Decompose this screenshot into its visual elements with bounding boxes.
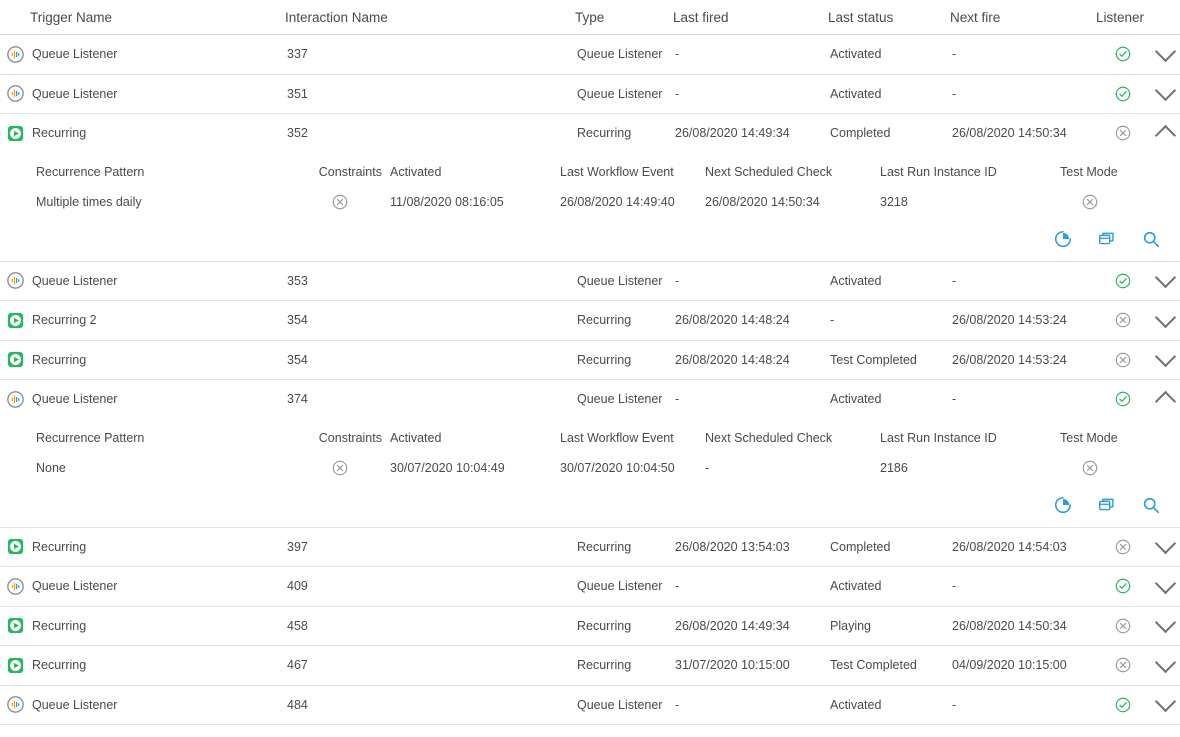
cell-listener-status	[1098, 697, 1148, 713]
cell-last-status: Completed	[830, 539, 891, 554]
check-circle-icon	[1115, 86, 1131, 102]
cell-listener-status	[1098, 125, 1148, 141]
cell-type: Recurring	[577, 126, 632, 141]
table-row[interactable]	[0, 528, 1180, 568]
row-expand-toggle[interactable]	[1148, 661, 1180, 670]
row-expand-toggle[interactable]	[1148, 50, 1180, 59]
trigger-type-icon	[0, 85, 30, 102]
header-listener: Listener	[1096, 9, 1145, 25]
cell-last-status: Activated	[830, 392, 882, 407]
header-last-status: Last status	[828, 9, 894, 25]
cell-next-fire: -	[952, 86, 957, 101]
cell-interaction-name: 337	[287, 47, 308, 62]
cell-trigger-name: Recurring	[32, 352, 87, 367]
recurring-play-icon	[7, 617, 24, 634]
cell-next-fire: -	[952, 579, 957, 594]
cell-type: Queue Listener	[577, 86, 663, 101]
cross-circle-icon	[1115, 312, 1131, 328]
table-row[interactable]	[0, 35, 1180, 75]
header-trigger-name: Trigger Name	[30, 9, 113, 25]
row-expand-toggle[interactable]	[1148, 355, 1180, 364]
cell-type: Queue Listener	[577, 392, 663, 407]
cell-listener-status	[1098, 618, 1148, 634]
detail-label-last-workflow-event: Last Workflow Event	[560, 430, 674, 445]
cell-type: Recurring	[577, 618, 632, 633]
cell-interaction-name: 354	[287, 352, 308, 367]
cell-next-fire: 26/08/2020 14:53:24	[952, 352, 1067, 367]
cell-listener-status	[1098, 46, 1148, 62]
cell-type: Recurring	[577, 539, 632, 554]
cell-interaction-name: 467	[287, 658, 308, 673]
cell-listener-status	[1098, 391, 1148, 407]
search-icon	[1141, 229, 1161, 249]
trigger-type-icon	[0, 538, 30, 555]
recurring-play-icon	[7, 351, 24, 368]
cell-last-status: -	[830, 313, 835, 328]
table-body	[0, 35, 1180, 725]
detail-value-last-workflow-event: 26/08/2020 14:49:40	[560, 194, 675, 209]
trigger-type-icon	[0, 272, 30, 289]
cell-last-status: Activated	[830, 579, 882, 594]
cell-interaction-name: 354	[287, 313, 308, 328]
recurring-play-icon	[7, 125, 24, 142]
trigger-type-icon	[0, 617, 30, 634]
chevron-down-icon[interactable]	[1154, 41, 1175, 62]
cell-trigger-name: Recurring	[32, 126, 87, 141]
cell-interaction-name: 353	[287, 273, 308, 288]
row-expand-toggle[interactable]	[1148, 621, 1180, 630]
cell-listener-status	[1098, 657, 1148, 673]
cell-last-fired: -	[675, 697, 680, 712]
cross-circle-icon	[1082, 460, 1098, 476]
cross-circle-icon	[332, 460, 348, 476]
recurring-play-icon	[7, 538, 24, 555]
chevron-down-icon[interactable]	[1154, 573, 1175, 594]
cell-next-fire: 26/08/2020 14:50:34	[952, 126, 1067, 141]
check-circle-icon	[1115, 391, 1131, 407]
detail-label-last-run-instance-id: Last Run Instance ID	[880, 430, 997, 445]
detail-label-recurrence-pattern: Recurrence Pattern	[36, 164, 145, 179]
table-row[interactable]	[0, 301, 1180, 341]
detail-label-last-run-instance-id: Last Run Instance ID	[880, 164, 997, 179]
cell-last-fired: 26/08/2020 14:48:24	[675, 352, 790, 367]
cell-trigger-name: Queue Listener	[32, 579, 118, 594]
cell-interaction-name: 352	[287, 126, 308, 141]
cell-last-fired: 26/08/2020 14:49:34	[675, 618, 790, 633]
detail-values	[0, 187, 1180, 217]
detail-label-last-workflow-event: Last Workflow Event	[560, 164, 674, 179]
table-row[interactable]	[0, 75, 1180, 115]
cell-last-fired: -	[675, 86, 680, 101]
row-expand-toggle[interactable]	[1148, 582, 1180, 591]
detail-label-next-scheduled-check: Next Scheduled Check	[705, 164, 833, 179]
cell-last-fired: -	[675, 273, 680, 288]
detail-label-recurrence-pattern: Recurrence Pattern	[36, 430, 145, 445]
cell-interaction-name: 351	[287, 86, 308, 101]
trigger-type-icon	[0, 391, 30, 408]
detail-value-last-run-instance-id: 3218	[880, 194, 908, 209]
detail-value-next-scheduled-check: 26/08/2020 14:50:34	[705, 194, 820, 209]
check-circle-icon	[1115, 578, 1131, 594]
cell-trigger-name: Queue Listener	[32, 697, 118, 712]
copy-button[interactable]	[1096, 494, 1118, 516]
detail-values	[0, 453, 1180, 483]
cell-last-status: Activated	[830, 86, 882, 101]
cell-listener-status	[1098, 352, 1148, 368]
table-header	[0, 0, 1180, 35]
cell-last-status: Playing	[830, 618, 871, 633]
cell-trigger-name: Recurring	[32, 539, 87, 554]
cell-trigger-name: Queue Listener	[32, 47, 118, 62]
chevron-down-icon[interactable]	[1154, 652, 1175, 673]
queue-listener-icon	[7, 578, 24, 595]
table-row[interactable]	[0, 114, 1180, 153]
queue-listener-icon	[7, 391, 24, 408]
cross-circle-icon	[332, 194, 348, 210]
chevron-down-icon[interactable]	[1154, 267, 1175, 288]
cell-last-fired: -	[675, 392, 680, 407]
cell-trigger-name: Recurring	[32, 658, 87, 673]
detail-action-bar	[0, 483, 1180, 527]
table-row[interactable]	[0, 380, 1180, 419]
chevron-up-icon[interactable]	[1154, 391, 1175, 412]
trigger-type-icon	[0, 46, 30, 63]
cell-trigger-name: Recurring 2	[32, 313, 97, 328]
cell-interaction-name: 458	[287, 618, 308, 633]
detail-header	[0, 153, 1180, 187]
table-row[interactable]	[0, 567, 1180, 607]
cell-trigger-name: Recurring	[32, 618, 87, 633]
detail-label-constraints: Constraints	[318, 164, 382, 179]
search-button[interactable]	[1140, 228, 1162, 250]
row-expand-toggle[interactable]	[1148, 389, 1180, 409]
detail-value-test-mode	[1060, 460, 1150, 476]
detail-value-last-run-instance-id: 2186	[880, 460, 908, 475]
copy-button[interactable]	[1096, 228, 1118, 250]
detail-action-bar	[0, 217, 1180, 261]
cell-next-fire: 26/08/2020 14:50:34	[952, 618, 1067, 633]
detail-value-next-scheduled-check: -	[705, 460, 710, 475]
cell-type: Recurring	[577, 658, 632, 673]
cross-circle-icon	[1115, 539, 1131, 555]
cell-type: Queue Listener	[577, 697, 663, 712]
table-row[interactable]	[0, 646, 1180, 686]
detail-value-activated: 30/07/2020 10:04:49	[390, 460, 505, 475]
history-button[interactable]	[1052, 228, 1074, 250]
detail-value-recurrence-pattern: Multiple times daily	[36, 194, 142, 209]
cross-circle-icon	[1115, 657, 1131, 673]
cell-type: Queue Listener	[577, 273, 663, 288]
trigger-type-icon	[0, 696, 30, 713]
chevron-down-icon[interactable]	[1154, 80, 1175, 101]
detail-label-constraints: Constraints	[318, 430, 382, 445]
cell-next-fire: -	[952, 697, 957, 712]
recurring-play-icon	[7, 312, 24, 329]
row-expand-toggle[interactable]	[1148, 316, 1180, 325]
cell-type: Recurring	[577, 352, 632, 367]
cell-last-fired: 26/08/2020 14:48:24	[675, 313, 790, 328]
queue-listener-icon	[7, 272, 24, 289]
trigger-type-icon	[0, 657, 30, 674]
recurring-play-icon	[7, 657, 24, 674]
cell-last-fired: 31/07/2020 10:15:00	[675, 658, 790, 673]
header-type: Type	[575, 9, 605, 25]
detail-label-activated: Activated	[390, 430, 442, 445]
detail-value-constraints	[290, 194, 390, 210]
cell-interaction-name: 397	[287, 539, 308, 554]
cell-listener-status	[1098, 539, 1148, 555]
chevron-up-icon[interactable]	[1154, 125, 1175, 146]
row-expand-toggle[interactable]	[1148, 123, 1180, 143]
detail-label-test-mode: Test Mode	[1060, 164, 1118, 179]
cell-listener-status	[1098, 86, 1148, 102]
copy-icon	[1097, 495, 1117, 515]
detail-label-next-scheduled-check: Next Scheduled Check	[705, 430, 833, 445]
detail-header	[0, 419, 1180, 453]
queue-listener-icon	[7, 46, 24, 63]
cell-last-status: Activated	[830, 697, 882, 712]
chevron-down-icon[interactable]	[1154, 612, 1175, 633]
detail-value-activated: 11/08/2020 08:16:05	[390, 194, 504, 209]
detail-label-activated: Activated	[390, 164, 442, 179]
chevron-down-icon[interactable]	[1154, 346, 1175, 367]
cell-next-fire: 04/09/2020 10:15:00	[952, 658, 1067, 673]
cell-last-status: Test Completed	[830, 352, 917, 367]
cell-listener-status	[1098, 273, 1148, 289]
cell-interaction-name: 484	[287, 697, 308, 712]
cross-circle-icon	[1115, 352, 1131, 368]
chevron-down-icon[interactable]	[1154, 533, 1175, 554]
cell-last-status: Completed	[830, 126, 891, 141]
cell-interaction-name: 409	[287, 579, 308, 594]
check-circle-icon	[1115, 46, 1131, 62]
detail-value-last-workflow-event: 30/07/2020 10:04:50	[560, 460, 675, 475]
trigger-type-icon	[0, 351, 30, 368]
cross-circle-icon	[1115, 618, 1131, 634]
cell-trigger-name: Queue Listener	[32, 273, 118, 288]
cell-interaction-name: 374	[287, 392, 308, 407]
detail-label-test-mode: Test Mode	[1060, 430, 1118, 445]
row-expand-toggle[interactable]	[1148, 542, 1180, 551]
check-circle-icon	[1115, 697, 1131, 713]
cell-trigger-name: Queue Listener	[32, 392, 118, 407]
table-row[interactable]	[0, 686, 1180, 726]
chevron-down-icon[interactable]	[1154, 307, 1175, 328]
trigger-type-icon	[0, 125, 30, 142]
trigger-type-icon	[0, 578, 30, 595]
cell-last-fired: 26/08/2020 13:54:03	[675, 539, 790, 554]
copy-icon	[1097, 229, 1117, 249]
history-pie-icon	[1053, 229, 1073, 249]
table-row[interactable]	[0, 607, 1180, 647]
cell-trigger-name: Queue Listener	[32, 86, 118, 101]
row-detail-panel	[0, 419, 1180, 528]
detail-value-constraints	[290, 460, 390, 476]
cell-last-fired: -	[675, 579, 680, 594]
cell-listener-status	[1098, 578, 1148, 594]
search-icon	[1141, 495, 1161, 515]
row-detail-panel	[0, 153, 1180, 262]
cell-last-fired: 26/08/2020 14:49:34	[675, 126, 790, 141]
cell-type: Queue Listener	[577, 47, 663, 62]
cell-listener-status	[1098, 312, 1148, 328]
cell-next-fire: -	[952, 392, 957, 407]
header-next-fire: Next fire	[950, 9, 1001, 25]
cell-next-fire: 26/08/2020 14:53:24	[952, 313, 1067, 328]
history-button[interactable]	[1052, 494, 1074, 516]
cell-last-fired: -	[675, 47, 680, 62]
history-pie-icon	[1053, 495, 1073, 515]
cross-circle-icon	[1115, 125, 1131, 141]
header-interaction-name: Interaction Name	[285, 9, 388, 25]
cell-last-status: Test Completed	[830, 658, 917, 673]
detail-value-recurrence-pattern: None	[36, 460, 66, 475]
queue-listener-icon	[7, 696, 24, 713]
chevron-down-icon[interactable]	[1154, 691, 1175, 712]
cell-next-fire: -	[952, 47, 957, 62]
table-row[interactable]	[0, 262, 1180, 302]
detail-value-test-mode	[1060, 194, 1150, 210]
row-expand-toggle[interactable]	[1148, 276, 1180, 285]
row-expand-toggle[interactable]	[1148, 700, 1180, 709]
trigger-type-icon	[0, 312, 30, 329]
table-row[interactable]	[0, 341, 1180, 381]
queue-listener-icon	[7, 85, 24, 102]
cross-circle-icon	[1082, 194, 1098, 210]
row-expand-toggle[interactable]	[1148, 89, 1180, 98]
header-last-fired: Last fired	[673, 9, 729, 25]
search-button[interactable]	[1140, 494, 1162, 516]
cell-last-status: Activated	[830, 47, 882, 62]
cell-last-status: Activated	[830, 273, 882, 288]
cell-type: Queue Listener	[577, 579, 663, 594]
cell-next-fire: -	[952, 273, 957, 288]
check-circle-icon	[1115, 273, 1131, 289]
cell-next-fire: 26/08/2020 14:54:03	[952, 539, 1067, 554]
cell-type: Recurring	[577, 313, 632, 328]
